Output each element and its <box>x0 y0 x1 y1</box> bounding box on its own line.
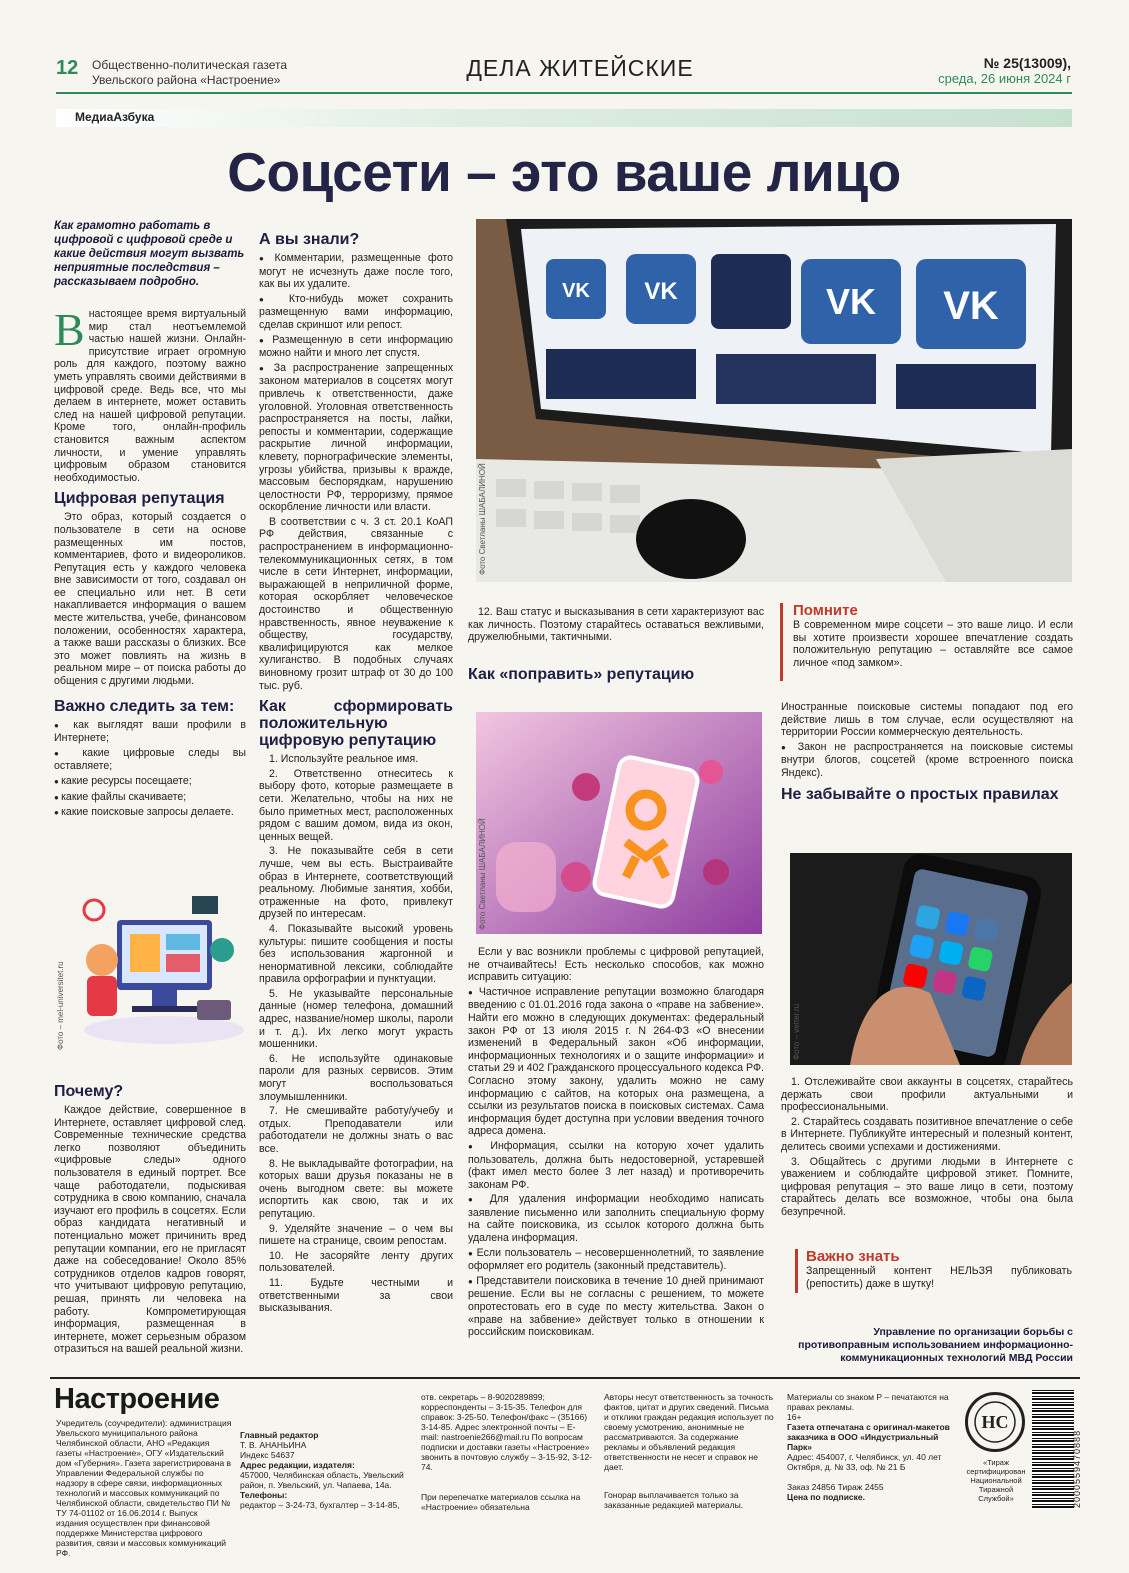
lead-text: Как грамотно работать в цифровой с цифровой среде и какие действия могут вызвать неприятные последствия – рассказываем подробно. <box>54 220 245 288</box>
koap-paragraph: В соответствии с ч. 3 ст. 20.1 КоАП РФ действия, связанные с распространением в информационно-телекоммуникационных сетях, в том числе в сети Интернет, информации, выражающей в неприличной форме, которая оскорбляет человеческое достоинство и общественную нравственность, явное неуважение к обществу, государству, квалифицируются как мелкое хулиганство. В подобных случаях виновному грозит штраф от 30 до 100 тыс. руб. <box>259 515 453 692</box>
svg-text:VK: VK <box>644 278 678 305</box>
simple-item: 1. Отслеживайте свои аккаунты в соцсетях, старайтесь держать свои профили актуальными и профессиональными. <box>781 1076 1073 1114</box>
important-box <box>806 1249 1072 1292</box>
rule-item: 6. Не используйте одинаковые пароли для разных сервисов. Этим могут воспользоваться злоумышленники. <box>259 1052 453 1103</box>
photo-vk-monitor <box>476 219 1072 582</box>
list-item: ● какие поисковые запросы делаете. <box>54 806 246 820</box>
photo3-credit: Фото – vetter.ru <box>792 1003 801 1060</box>
heading-important: Важно знать <box>806 1248 900 1265</box>
list-item: ● какие цифровые следы вы оставляете; <box>54 747 246 773</box>
important-text: Запрещенный контент НЕЛЬЗЯ публиковать (репостить) даже в шутку! <box>806 1265 1072 1290</box>
photo-phone-svg <box>790 853 1072 1065</box>
remember-accent-bar <box>780 603 783 681</box>
list-item: ● какие ресурсы посещаете; <box>54 775 246 789</box>
header-divider <box>56 92 1072 94</box>
section-label: МедиаАзбука <box>75 110 155 124</box>
remember-box <box>793 603 1073 671</box>
heading-reputation: Цифровая репутация <box>54 490 225 508</box>
footer-editorial: Главный редактор Т. В. АНАНЬИНА Индекс 54637 Адрес редакции, издателя: 457000, Челябинская область, Увельский район, п. Увельский, ул. Чапаева, 14а. Телефоны: редактор – 3-24-73, бухгалтер – 3-14-85, <box>240 1430 404 1510</box>
rule-item: 4. Показывайте высокий уровень культуры: пишите сообщения и посты без использования жаргонной и ненормативной лексики, соблюдайте правила орфографии и пунктуации. <box>259 922 453 986</box>
heading-watch: Важно следить за тем: <box>54 697 235 715</box>
list-item: ● Размещенную в сети информацию можно найти и много лет спустя. <box>259 334 453 360</box>
photo-ok-svg <box>476 712 762 934</box>
seal-text: «Тираж сертифицирован Национальной Тиражной Службой» <box>966 1458 1026 1503</box>
heading-fix: Как «поправить» репутацию <box>468 665 695 683</box>
illustration-credit: Фото – mel-universitet.ru <box>56 961 65 1050</box>
heading-know: А вы знали? <box>259 231 360 248</box>
why-paragraph: Каждое действие, совершенное в Интернете, оставляет цифровой след. Современные технические средства легко позволяют объединить «цифровые следы» одного пользователя в единый портрет. Все чаще работодатели, подыскивая сотрудника в свою компанию, сначала изучают его профиль в соцсетях. Если образ кандидата негативный и потенциально может причинить вред репутации компании, его не пригласят даже на собеседование! Около 85% сотрудников отделов кадров говорят, что учитывают цифровую репутацию, решая, принять ли человека на работу. Компрометирующая информация, размещенная в интернете, может серьезным образом отразиться на вашей реальной жизни. <box>54 1104 246 1356</box>
column-3-top <box>468 606 764 687</box>
heading-simple: Не забывайте о простых правилах <box>781 785 1059 803</box>
footer-logo: Настроение <box>54 1383 220 1415</box>
photo2-credit: Фото Светланы ШАБАЛИНОЙ <box>478 818 487 930</box>
rule-item: 3. Не показывайте себя в сети лучше, чем вы есть. Выстраивайте образ в Интернете, соответствующий реальному. Любимые занятия, хобби, отраженные на фото, привлекут друзей по интересам. <box>259 845 453 921</box>
svg-text:VK: VK <box>562 280 590 302</box>
list-item: ● Закон не распространяется на поисковые системы внутри блогов, соцсетей (кроме встроенного поиска Яндекс). <box>781 741 1073 780</box>
simple-item: 2. Старайтесь создавать позитивное впечатление о себе в Интернете. Публикуйте интересный и полезный контент, делитесь своими успехами и достижениями. <box>781 1115 1073 1153</box>
heading-why: Почему? <box>54 1083 124 1100</box>
rule-item: 11. Будьте честными и ответственными за свои высказывания. <box>259 1276 453 1315</box>
illustration-svg <box>72 890 244 1050</box>
illustration-computer <box>72 890 244 1050</box>
photo-vk-svg <box>476 219 1072 582</box>
footer-contacts: отв. секретарь – 8-9020289899; корреспонденты – 3-15-35. Телефон для справок: 3-25-50. Телефон/факс – (35166) 3-14-85. Адрес электронной почты – E-mail: nastroenie266@mail.ru По вопросам подписки и доставки газеты «Настроение» звонить в почтовую службу – 3-15-92, 3-12-74. При перепечатке материалов ссылка на «Настроение» обязательна <box>421 1392 593 1512</box>
list-item: ● Кто-нибудь может сохранить размещенную вами информацию, сделав скриншот или репост. <box>259 293 453 332</box>
rule-item: 2. Ответственно отнеситесь к выбору фото, которые размещаете в сети. Желательно, чтобы на них не было приметных мест, расположенных рядом с вашим домом, вида из окон, ценных вещей. <box>259 767 453 843</box>
heading-form: Как сформировать положительную цифровую репутацию <box>259 698 453 750</box>
column-3-bottom <box>468 946 764 1341</box>
remember-text: В современном мире соцсети – это ваше лицо. И если вы хотите произвести хорошее впечатление создать положительную репутацию – оставляйте все самое личное «под замком». <box>793 619 1073 669</box>
list-item: ● Если пользователь – несовершеннолетний, то заявление оформляет его родитель (законный представитель). <box>468 1247 764 1273</box>
headline: Соцсети – это ваше лицо <box>227 141 901 203</box>
footer-founders: Учредитель (соучредители): администрация Увельского муниципального района Челябинской области, АНО «Редакция газеты «Настроение», ОГУ «Издательский дом «Губерния». Газета зарегистрирована в Управлении Федеральной службы по надзору в сфере связи, информационных технологий и массовых коммуникаций по Челябинской области, свидетельство ПИ № ТУ 74-01102 от 16.06.2014 г. Выпуск издания осуществлен при финансовой поддержке Министерства цифрового развития, связи и массовых коммуникаций РФ. <box>56 1418 232 1558</box>
barcode-icon <box>1032 1390 1074 1508</box>
rule-item: 9. Уделяйте значение – о чем вы пишете на странице, своим репостам. <box>259 1222 453 1248</box>
column-1-bottom <box>54 1077 246 1358</box>
page-number: 12 <box>56 57 79 79</box>
photo-ok-phone <box>476 712 762 934</box>
list-item: ● Частичное исправление репутации возможно благодаря введению с 01.01.2016 года закона о «праве на забвение». Найти его можно в следующих документах: федеральный закон РФ от 13 июля 2015 г. N 264-ФЗ «О внесении изменений в Федеральный закон «Об информации, информационных технологиях и о защите информации» и статьи 29 и 402 Гражданского процессуального кодекса РФ. Согласно этому закону, удалить можно не саму информацию с сайтов, на которых она размещена, а ссылки из результатов поиска в поисковых системах. Сама информация будет доступна при условии введения точного адреса домена. <box>468 986 764 1138</box>
list-item: ● Информация, ссылки на которую хочет удалить пользователь, должна быть недостоверной, устаревшей (факт имел место более 3 лет назад) и противоречить законам РФ. <box>468 1140 764 1191</box>
svg-text:НС: НС <box>981 1412 1009 1432</box>
rule-item: 7. Не смешивайте работу/учебу и отдых. Преподаватели или работодатели не должны знать о вас все. <box>259 1105 453 1155</box>
list-item: ● За распространение запрещенных законом материалов в соцсетях могут привлечь к ответственности, даже уголовной. Уголовная ответственность распространяется на посты, лайки, репосты и комментарии, содержащие раскрытие личной информации, клевету, порнографические элементы, угрозы убийства, призывы к вражде, массовым беспорядкам, нарушению целостности РФ, терроризму, прямое оскорбление личности или власти. <box>259 362 453 514</box>
list-item: ● какие файлы скачиваете; <box>54 791 246 805</box>
simple-item: 3. Общайтесь с другими людьми в Интернете с уважением и соблюдайте цифровой этикет. Помните, цифровая репутация – это ваше лицо в сети, поэтому старайтесь делать все возможное, чтобы она была безупречной. <box>781 1155 1073 1218</box>
column-4-bottom <box>781 1076 1073 1221</box>
list-item: ● Для удаления информации необходимо написать заявление письменно или заполнить специальную форму на сайте поисковика, из ссылок которого должна быть удалена информация. <box>468 1193 764 1244</box>
seal-icon <box>965 1392 1025 1452</box>
rule-12: 12. Ваш статус и высказывания в сети характеризуют вас как личность. Поэтому старайтесь оставаться вежливыми, дружелюбными, тактичными. <box>468 606 764 644</box>
rule-item: 10. Не засоряйте ленту других пользователей. <box>259 1249 453 1275</box>
reputation-paragraph: Это образ, который создается о пользователе в сети на основе размещенных им постов, комментариев, фото и видеороликов. Репутация есть у каждого человека вне зависимости от того, создавал он ее специально или нет. В сети накапливается информация о вашем месте жительства, учебе, финансовом положении, особенностях характера, а также ваши рассказы о близких. Все это может повлиять на жизнь в реальном мире – от поиска работы до общения с другими людьми. <box>54 511 246 688</box>
heading-remember: Помните <box>793 602 858 619</box>
source-credit: Управление по организации борьбы с противоправным использованием информационно-коммуникационных технологий МВД России <box>798 1326 1073 1364</box>
rule-item: 8. Не выкладывайте фотографии, на которых ваши друзья показаны не в очень выгодном свете: вы можете испортить как свою, так и их репутацию. <box>259 1157 453 1220</box>
issue-info: № 25(13009), среда, 26 июня 2024 г <box>938 55 1071 86</box>
column-4 <box>781 701 1073 807</box>
footer-disclaimer: Авторы несут ответственность за точность фактов, цитат и других сведений. Письма и отклики граждан редакция использует по своему усмотрению, анонимные не рассматриваются. За содержание рекламы и объявлений редакция ответственности не несет и справок не дает. Гонорар выплачивается только за заказанные редакцией материалы. <box>604 1392 774 1510</box>
rule-item: 1. Используйте реальное имя. <box>269 753 419 766</box>
column-1 <box>54 304 247 822</box>
barcode-number: 2000559470888 <box>1072 1429 1082 1508</box>
rule-item: 5. Не указывайте персональные данные (номер телефона, домашний адрес, название/номер школы, пароли и т. д.). Их легко могут украсть мошенники. <box>259 987 453 1051</box>
paper-name: Общественно-политическая газета Увельского района «Настроение» <box>92 58 288 87</box>
foreign-paragraph: Иностранные поисковые системы попадают под его действие лишь в том случае, если осуществляют на территории России коммерческую деятельность. <box>781 701 1073 739</box>
list-item: ● Комментарии, размещенные фото могут не исчезнуть даже после того, как вы их удалите. <box>259 252 453 291</box>
footer-divider <box>50 1377 1080 1379</box>
column-2 <box>259 231 453 1317</box>
footer-print: Материалы со знаком Р – печатаются на правах рекламы. 16+ Газета отпечатана с оригинал-макетов заказчика в ООО «Индустриальный Парк» Адрес: 454007, г. Челябинск, ул. 40 лет Октября, д. № 33, оф. № 21 Б Заказ 24856 Тираж 2455 Цена по подписке. <box>787 1392 950 1502</box>
rubric-title: ДЕЛА ЖИТЕЙСКИЕ <box>466 55 694 81</box>
photo1-credit: Фото Светланы ШАБАЛИНОЙ <box>478 463 487 575</box>
list-item: ● Представители поисковика в течение 10 дней принимают решение. Если вы не согласны с решением, то можете опротестовать его в суде по месту жительства. Закон о «праве на забвение» действует только в отношении к российским поисковикам. <box>468 1275 764 1339</box>
seal-emblem <box>968 1395 1022 1449</box>
list-item: ● как выглядят ваши профили в Интернете; <box>54 719 246 745</box>
fix-intro: Если у вас возникли проблемы с цифровой репутацией, не отчаивайтесь! Есть несколько способов, как можно исправить ситуацию: <box>468 946 764 984</box>
section-band <box>56 109 1072 127</box>
svg-text:VK: VK <box>943 284 999 328</box>
important-accent-bar <box>795 1249 798 1293</box>
dropcap: В <box>54 304 85 355</box>
svg-text:VK: VK <box>825 281 877 322</box>
photo-smartphone <box>790 853 1072 1065</box>
intro-paragraph: Внастоящее время виртуальный мир стал неотъемлемой частью нашей жизни. Онлайн-присутствие играет огромную роль для каждого, поэтому важно уметь управлять своими действиями в цифровой среде. Ведь все, что мы делаем в интернете, может оставить след на нашей цифровой репутации. Кроме того, онлайн-профиль становится важным аспектом личности, и умение управлять цифровым образом становится необходимостью. <box>54 304 246 484</box>
